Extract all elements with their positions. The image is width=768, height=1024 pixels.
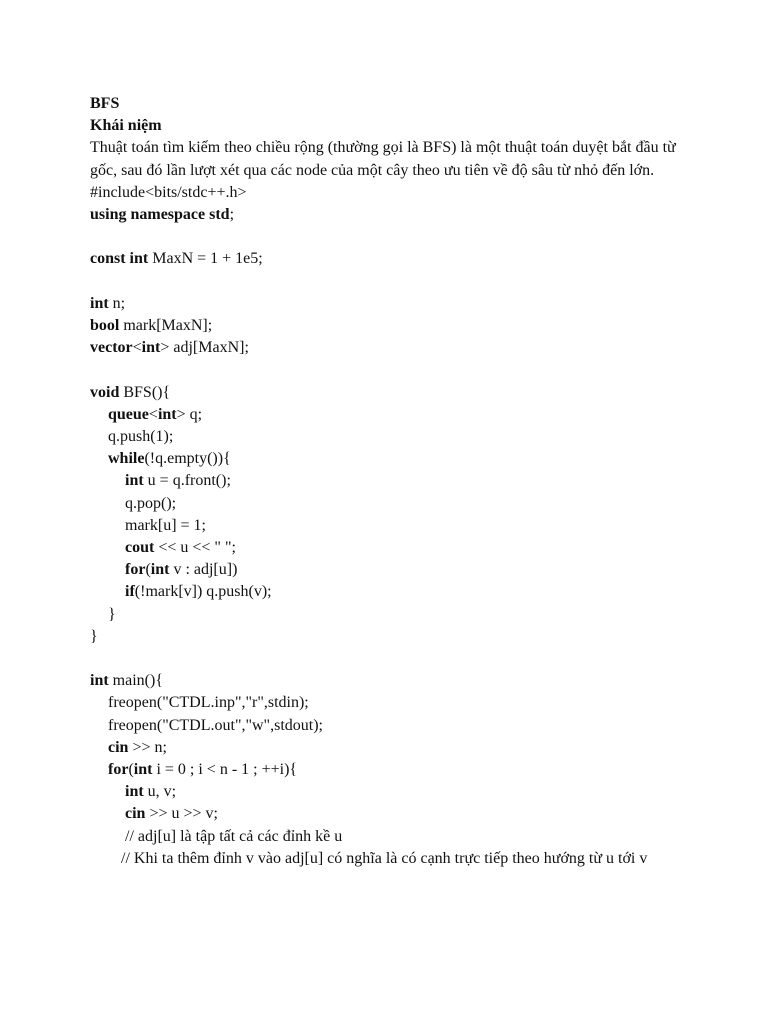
code-comment-adj: // adj[u] là tập tất cả các đỉnh kề u: [125, 827, 343, 845]
code-close-bfs: }: [90, 627, 98, 645]
code-include: #include<bits/stdc++.h>: [90, 183, 247, 201]
code-pop: q.pop();: [125, 494, 177, 512]
code-freopen-in: freopen("CTDL.inp","r",stdin);: [108, 694, 309, 712]
code-cin-n: cin >> n;: [108, 738, 167, 756]
code-comment-edge: // Khi ta thêm đỉnh v vào adj[u] có nghĩa là có cạnh trực tiếp theo hướng từ u tới v: [121, 849, 648, 867]
code-const: const int MaxN = 1 + 1e5;: [90, 250, 263, 268]
code-blank: [90, 648, 690, 670]
code-void-bfs: void BFS(){: [90, 383, 171, 401]
code-int-n: int n;: [90, 294, 126, 312]
code-for-adj: for(int v : adj[u]): [125, 561, 238, 579]
code-cout: cout << u << " ";: [125, 539, 236, 557]
code-queue: queue<int> q;: [108, 405, 203, 423]
doc-title: BFS: [90, 95, 120, 112]
code-freopen-out: freopen("CTDL.out","w",stdout);: [108, 716, 323, 734]
code-close-while: }: [108, 605, 116, 623]
code-while: while(!q.empty()){: [108, 450, 231, 468]
code-blank: [90, 359, 690, 381]
code-cin-uv: cin >> u >> v;: [125, 805, 218, 823]
code-vector-adj: vector<int> adj[MaxN];: [90, 339, 249, 357]
code-mark: mark[u] = 1;: [125, 516, 206, 534]
code-bool-mark: bool mark[MaxN];: [90, 317, 213, 334]
intro-paragraph: Thuật toán tìm kiếm theo chiều rộng (thường gọi là BFS) là một thuật toán duyệt bắt đầu từ gốc, sau đó lần lượt xét qua các node của một cây theo ưu tiên về độ sâu từ nhỏ đến lớn.: [90, 139, 676, 179]
code-int-uv: int u, v;: [125, 783, 177, 801]
code-blank: [90, 271, 690, 293]
code-front: int u = q.front();: [125, 472, 231, 490]
code-if-push: if(!mark[v]) q.push(v);: [125, 583, 272, 601]
code-push-start: q.push(1);: [108, 428, 174, 445]
section-heading: Khái niệm: [90, 117, 162, 135]
code-using: using namespace std;: [90, 206, 235, 224]
code-for-edges: for(int i = 0 ; i < n - 1 ; ++i){: [108, 761, 298, 779]
code-blank: [90, 226, 690, 248]
document-body: [90, 93, 690, 870]
code-main: int main(){: [90, 672, 163, 690]
